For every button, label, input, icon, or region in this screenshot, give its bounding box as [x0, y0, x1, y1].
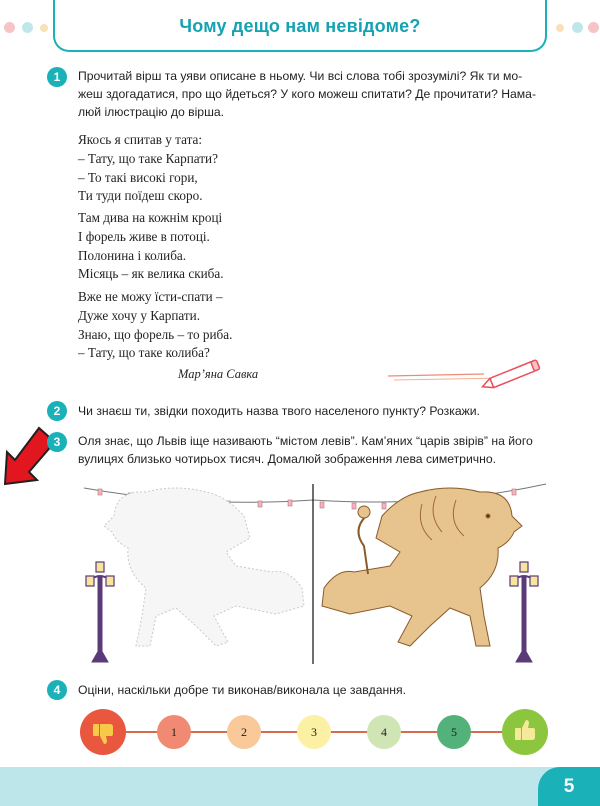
footer-band [0, 767, 600, 806]
poem-line: Знаю, що форель – то риба. [78, 326, 233, 342]
dot [556, 24, 564, 32]
task-2-text [78, 402, 550, 420]
rating-thumbs-up[interactable] [502, 709, 548, 755]
poem-line: Дуже хочу у Карпати. [78, 307, 201, 323]
poem-line: – Тату, що таке колиба? [78, 345, 210, 361]
red-arrow-icon [4, 420, 56, 490]
page-number: 5 [538, 767, 600, 806]
poem-line: Ти туди поїдеш скоро. [78, 188, 203, 204]
poem-line: Вже не можу їсти-спати – [78, 289, 223, 304]
rating-4[interactable]: 4 [367, 715, 401, 749]
header-band [0, 0, 600, 52]
title-box [53, 0, 547, 52]
dot [40, 24, 48, 32]
task-line: Оціни, наскільки добре ти виконав/виконала це завдання. [78, 683, 406, 697]
rating-1[interactable]: 1 [157, 715, 191, 749]
dot [4, 22, 15, 33]
task-4-text [78, 681, 550, 699]
poem-line: Місяць – як велика скиба. [78, 266, 224, 282]
poem-line: Полонина і колиба. [78, 247, 187, 263]
poem-line: І форель живе в потоці. [78, 228, 210, 244]
task-line: Оля знає, що Львів іще називають “містом левів”. Кам’яних “царів звірів” на його [78, 434, 533, 448]
task-3-text [78, 432, 550, 468]
thumbs-up-icon [502, 709, 548, 755]
page-title: Чому дещо нам невідоме? [179, 16, 421, 36]
dot [22, 22, 33, 33]
task-line: Чи знаєш ти, звідки походить назва твого населеного пункту? Розкажи. [78, 404, 480, 418]
pencil-icon [386, 354, 550, 390]
task-line: Прочитай вірш та уяви описане в ньому. Чи всі слова тобі зрозумілі? Як ти мо- [78, 69, 523, 83]
rating-5[interactable]: 5 [437, 715, 471, 749]
poem-stanza [78, 131, 218, 206]
poem-line: Там дива на кожнім кроці [78, 210, 223, 225]
poem-stanza [78, 288, 232, 363]
rating-thumbs-down[interactable] [80, 709, 126, 755]
task-number-badge: 1 [47, 67, 67, 87]
dot [572, 22, 583, 33]
dot [588, 22, 599, 33]
poem-author: Мар’яна Савка [178, 367, 259, 381]
poem-line: – Тату, що таке Карпати? [78, 150, 218, 166]
poem-line: Якось я спитав у тата: [78, 132, 203, 147]
task-number-badge: 2 [47, 401, 67, 421]
lion-symmetry-illustration [76, 476, 550, 666]
task-1-text [78, 67, 550, 121]
poem-stanza [78, 209, 224, 284]
rating-3[interactable]: 3 [297, 715, 331, 749]
task-line: жеш здогадатися, про що йдеться? У кого можеш спитати? Де прочитати? Нама- [78, 87, 537, 101]
task-number-badge: 4 [47, 680, 67, 700]
rating-2[interactable]: 2 [227, 715, 261, 749]
task-line: вулицях близько чотирьох тисяч. Домалюй зображення лева симетрично. [78, 452, 497, 466]
task-line: люй ілюстрацію до вірша. [78, 105, 225, 119]
task-number-badge: 3 [47, 432, 67, 452]
thumbs-down-icon [80, 709, 126, 755]
poem-line: – То такі високі гори, [78, 169, 198, 185]
